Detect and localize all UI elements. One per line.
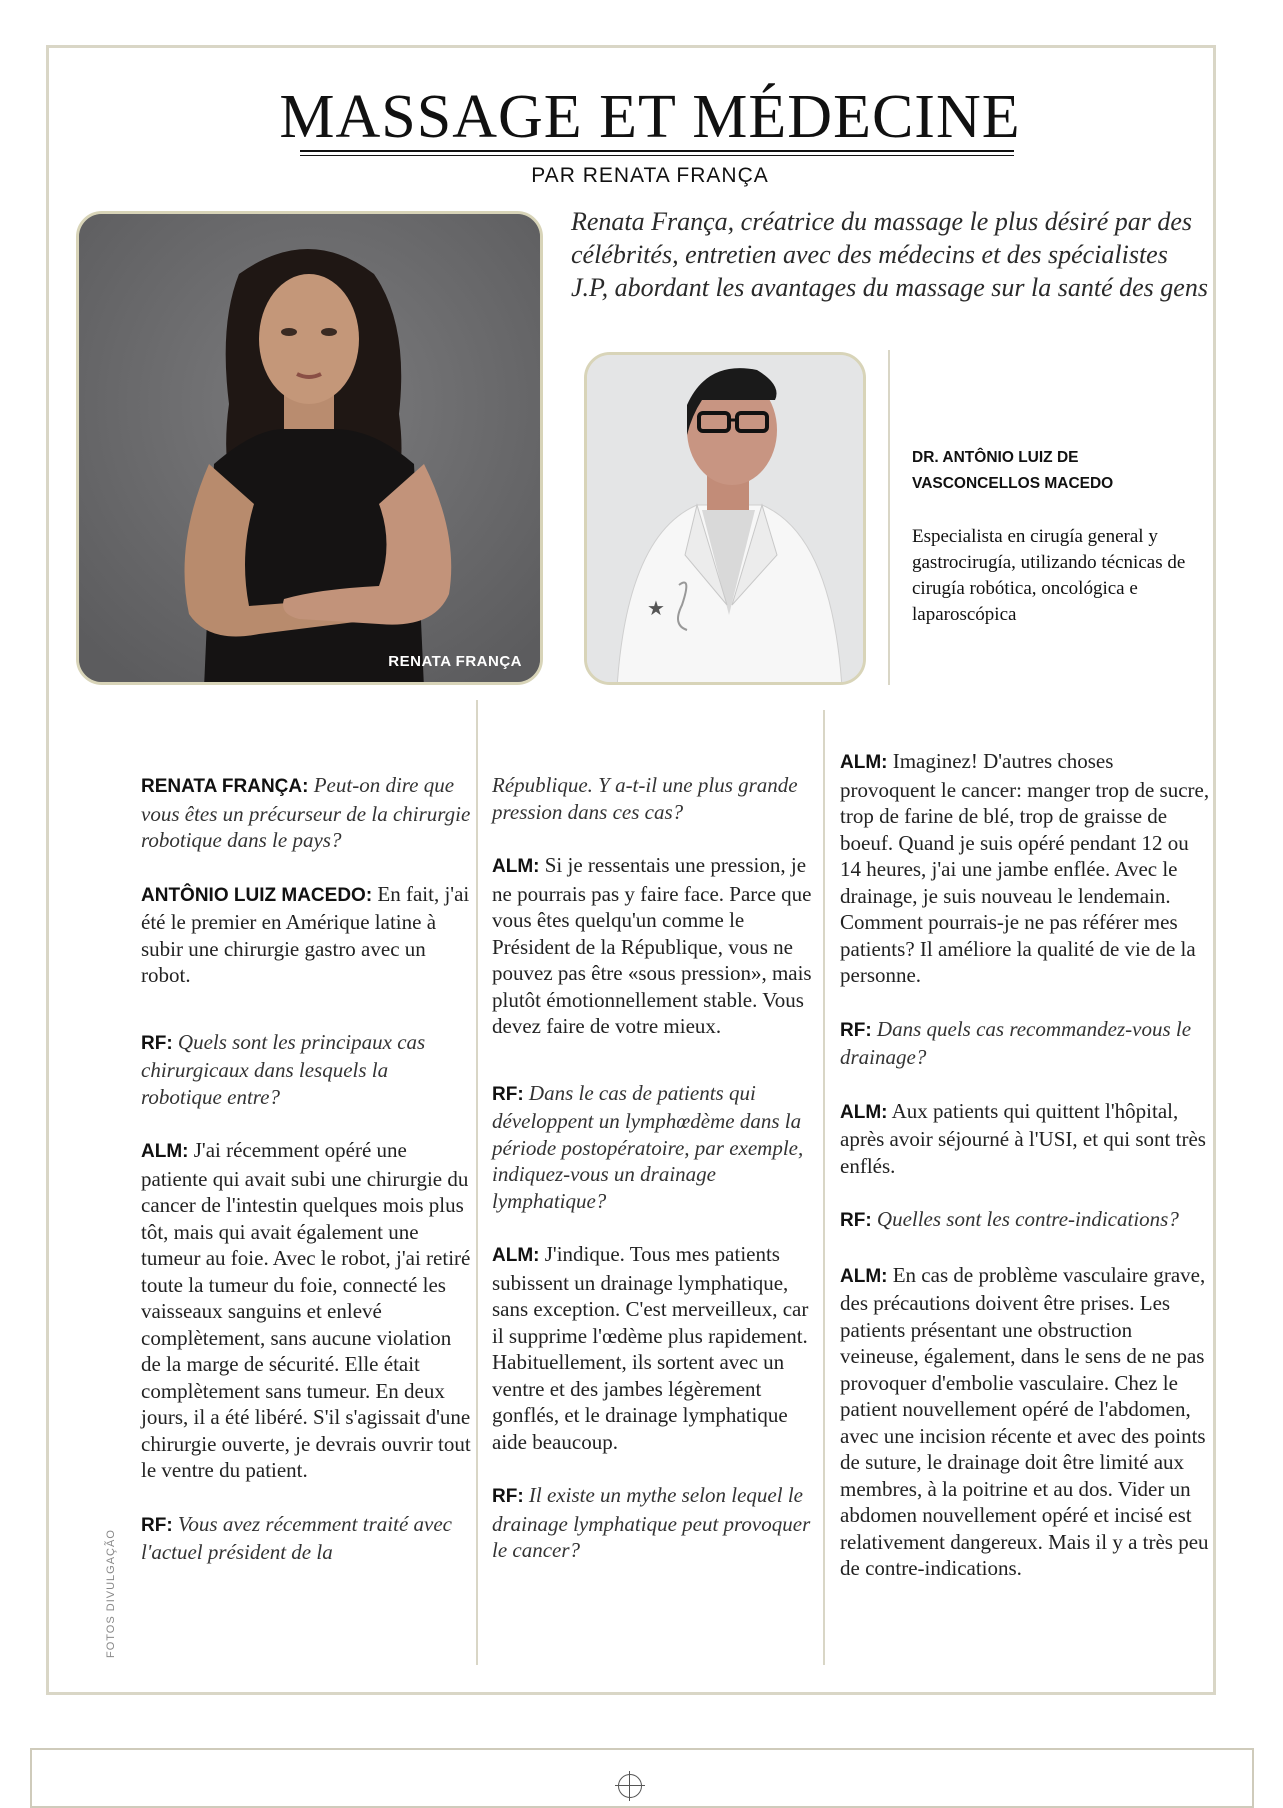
answer-text: Aux patients qui quittent l'hôpital, après avoir séjourné à l'USI, et qui sont très enflés. xyxy=(840,1098,1206,1178)
interview-entry xyxy=(141,1137,471,1484)
doctor-name: DR. ANTÔNIO LUIZ DE VASCONCELLOS MACEDO xyxy=(912,449,1114,492)
interview-entry xyxy=(492,1482,812,1564)
interview-column-3 xyxy=(840,748,1210,1609)
title-rule xyxy=(300,150,1014,152)
title-rule-thin xyxy=(300,155,1014,156)
speaker-label: ALM: xyxy=(840,1101,888,1123)
interview-entry xyxy=(840,1098,1210,1180)
column-divider-1 xyxy=(476,700,478,1665)
speaker-label: RF: xyxy=(141,1032,173,1054)
speaker-label: RF: xyxy=(840,1210,872,1231)
interview-column-2 xyxy=(492,772,812,1591)
interview-entry xyxy=(840,1262,1210,1582)
speaker-label: ALM: xyxy=(492,1245,540,1266)
renata-franca-photo xyxy=(76,211,543,685)
speaker-label: RF: xyxy=(492,1486,524,1507)
speaker-label: RF: xyxy=(141,1514,173,1536)
question-text: Dans quels cas recommandez-vous le drainage? xyxy=(840,1016,1192,1069)
interview-entry xyxy=(492,1080,812,1215)
interview-column-1 xyxy=(141,772,471,1593)
intro-paragraph: Renata França, créatrice du massage le plus désiré par des célébrités, entretien avec des médecins et des spécialistes J.P, abordant les avantages du massage sur la santé des gens xyxy=(571,207,1208,302)
column-divider-2 xyxy=(823,710,825,1665)
question-text: Il existe un mythe selon lequel le drainage lymphatique peut provoquer le cancer? xyxy=(492,1483,811,1562)
interview-entry xyxy=(492,852,812,1040)
answer-text: J'indique. Tous mes patients subissent un drainage lymphatique, sans exception. C'est merveilleux, car il supprime l'œdème plus rapidement. Habituellement, ils sortent avec un ventre et des jambes légèrement gonflés, et le drainage lymphatique aide beaucoup. xyxy=(492,1242,809,1454)
interview-entry xyxy=(141,1029,471,1111)
question-text: Peut-on dire que vous êtes un précurseur de la chirurgie robotique dans le pays? xyxy=(141,773,471,852)
question-text: République. Y a-t-il une plus grande pression dans ces cas? xyxy=(492,773,798,824)
speaker-label: RF: xyxy=(840,1019,872,1041)
speaker-label: RF: xyxy=(492,1083,524,1105)
speaker-label: ALM: xyxy=(141,1141,189,1162)
speaker-label: ALM: xyxy=(840,1265,888,1287)
answer-text: Imaginez! D'autres choses provoquent le cancer: manger trop de sucre, trop de farine de blé, trop de graisse de boeuf. Quand je suis opéré pendant 12 ou 14 heures, j'ai une jambe enflée. Avec le drainage, je suis nouveau le lendemain. Comment pourrais-je ne pas référer mes patients? Il améliore la qualité de vie de la personne. xyxy=(840,749,1210,987)
next-page-frame xyxy=(30,1748,1254,1808)
photo-credit: FOTOS DIVULGAÇÃO xyxy=(105,1529,117,1658)
speaker-label: RENATA FRANÇA: xyxy=(141,776,309,797)
photo-caption: RENATA FRANÇA xyxy=(388,653,522,670)
answer-text: En fait, j'ai été le premier en Amérique latine à subir une chirurgie gastro avec un robot. xyxy=(141,881,470,987)
renata-portrait-illustration xyxy=(79,214,543,685)
speaker-label: ALM: xyxy=(492,856,540,877)
svg-text:★: ★ xyxy=(647,598,665,620)
article-title: MASSAGE ET MÉDECINE xyxy=(279,83,1021,151)
interview-entry xyxy=(141,1511,471,1566)
doctor-info-divider xyxy=(888,350,890,685)
doctor-description: Especialista en cirugía general y gastrocirugía, utilizando técnicas de cirugía robótica, oncológica e laparoscópica xyxy=(912,526,1186,625)
answer-text: J'ai récemment opéré une patiente qui avait subi une chirurgie du cancer de l'intestin quelques mois plus tôt, mais qui avait également une tumeur au foie. Avec le robot, j'ai retiré toute la tumeur du foie, connecté les vaisseaux sanguins et enlevé complètement, sans aucune violation de la marge de sécurité. Elle était complètement sans tumeur. En deux jours, il a été libéré. S'il s'agissait d'une chirurgie ouverte, je devrais ouvrir tout le ventre du patient. xyxy=(141,1138,471,1482)
question-text: Quelles sont les contre-indications? xyxy=(876,1207,1179,1231)
speaker-label: ANTÔNIO LUIZ MACEDO: xyxy=(141,884,373,906)
interview-entry xyxy=(141,772,471,854)
registration-mark-icon xyxy=(618,1774,642,1798)
question-text: Quels sont les principaux cas chirurgicaux dans lesquels la robotique entre? xyxy=(141,1029,426,1109)
byline: PAR RENATA FRANÇA xyxy=(531,164,769,187)
answer-text: Si je ressentais une pression, je ne pourrais pas y faire face. Parce que vous êtes quelqu'un comme le Président de la République, vous ne pouvez pas être «sous pression», mais plutôt émotionnellement stable. Vous devez faire de votre mieux. xyxy=(492,853,812,1038)
question-text: Vous avez récemment traité avec l'actuel président de la xyxy=(141,1511,452,1564)
doctor-photo xyxy=(584,352,866,685)
interview-entry xyxy=(492,1241,812,1455)
doctor-portrait-illustration xyxy=(587,355,866,685)
speaker-label: ALM: xyxy=(840,752,888,773)
interview-entry xyxy=(840,1016,1210,1071)
interview-entry xyxy=(492,772,812,825)
answer-text: En cas de problème vasculaire grave, des précautions doivent être prises. Les patients présentant une obstruction veineuse, également, dans le sens de ne pas provoquer d'embolie vasculaire. Chez le patient nouvellement opéré de l'abdomen, avec une incision récente et avec des points de suture, le drainage doit être limité aux membres, à la poitrine et au dos. Vider un abdomen nouvellement opéré et incisé est relativement dangereux. Mais il y a très peu de contre-indications. xyxy=(840,1262,1209,1580)
question-text: Dans le cas de patients qui développent un lymphœdème dans la période postopératoire, par exemple, indiquez-vous un drainage lymphatique? xyxy=(492,1080,804,1213)
interview-entry xyxy=(840,748,1210,989)
interview-entry xyxy=(840,1206,1210,1235)
interview-entry xyxy=(141,881,471,989)
